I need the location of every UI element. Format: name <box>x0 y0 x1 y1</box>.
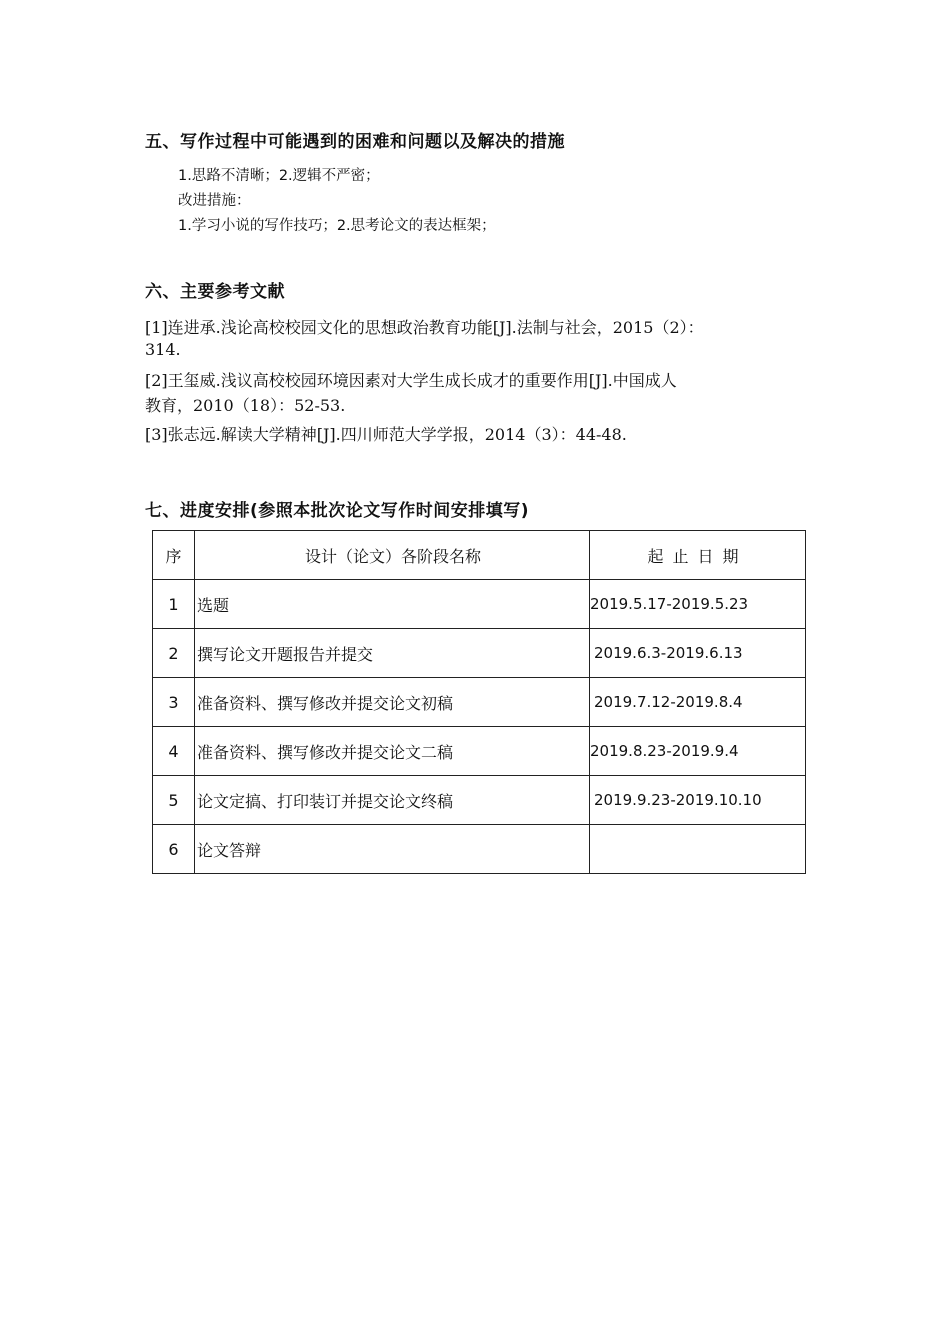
row-date-text: 2019.7.12-2019.8.4 <box>594 693 743 711</box>
row-stage-name: 选题 <box>195 580 590 629</box>
row-stage-name: 论文答辩 <box>195 825 590 874</box>
section-6-heading: 六、主要参考文献 <box>145 282 285 302</box>
row-num: 2 <box>153 629 195 678</box>
row-date <box>590 678 806 727</box>
reference-1-line-2: 314. <box>145 340 181 359</box>
row-date-text: 2019.9.23-2019.10.10 <box>594 791 762 809</box>
row-date <box>590 580 806 629</box>
table-row <box>153 727 806 776</box>
section-5-heading: 五、写作过程中可能遇到的困难和问题以及解决的措施 <box>145 132 565 152</box>
reference-1-line-1: [1]连进承.浅论高校校园文化的思想政治教育功能[J].法制与社会，2015（2）： <box>145 318 704 337</box>
reference-3-line-1: [3]张志远.解读大学精神[J].四川师范大学学报，2014（3）：44-48. <box>145 425 627 444</box>
row-date-text: 2019.5.17-2019.5.23 <box>590 595 749 613</box>
row-date <box>590 776 806 825</box>
row-num: 4 <box>153 727 195 776</box>
schedule-table <box>152 530 806 874</box>
row-stage-name: 撰写论文开题报告并提交 <box>195 629 590 678</box>
row-date <box>590 727 806 776</box>
row-num: 6 <box>153 825 195 874</box>
row-num: 5 <box>153 776 195 825</box>
header-stage-name: 设计（论文）各阶段名称 <box>195 531 590 580</box>
table-row <box>153 678 806 727</box>
row-date-text: 2019.8.23-2019.9.4 <box>590 742 739 760</box>
row-date-text: 2019.6.3-2019.6.13 <box>594 644 743 662</box>
section-7-heading: 七、进度安排(参照本批次论文写作时间安排填写) <box>145 501 530 521</box>
row-stage-name: 准备资料、撰写修改并提交论文二稿 <box>195 727 590 776</box>
table-row <box>153 825 806 874</box>
table-row <box>153 776 806 825</box>
row-stage-name: 论文定搞、打印装订并提交论文终稿 <box>195 776 590 825</box>
header-date: 起止日期 <box>590 531 806 580</box>
measures-label: 改进措施： <box>178 193 251 209</box>
measures-text: 1.学习小说的写作技巧；2.思考论文的表达框架； <box>178 218 496 234</box>
row-num: 3 <box>153 678 195 727</box>
row-stage-name: 准备资料、撰写修改并提交论文初稿 <box>195 678 590 727</box>
table-row <box>153 580 806 629</box>
problems-text: 1.思路不清晰；2.逻辑不严密； <box>178 168 380 184</box>
header-num: 序 <box>153 531 195 580</box>
reference-2-line-1: [2]王玺威.浅议高校校园环境因素对大学生成长成才的重要作用[J].中国成人 <box>145 371 677 390</box>
row-num: 1 <box>153 580 195 629</box>
reference-2-line-2: 教育，2010（18）：52-53. <box>145 396 346 415</box>
table-row <box>153 629 806 678</box>
row-date <box>590 629 806 678</box>
row-date <box>590 825 806 874</box>
table-header-row <box>153 531 806 580</box>
